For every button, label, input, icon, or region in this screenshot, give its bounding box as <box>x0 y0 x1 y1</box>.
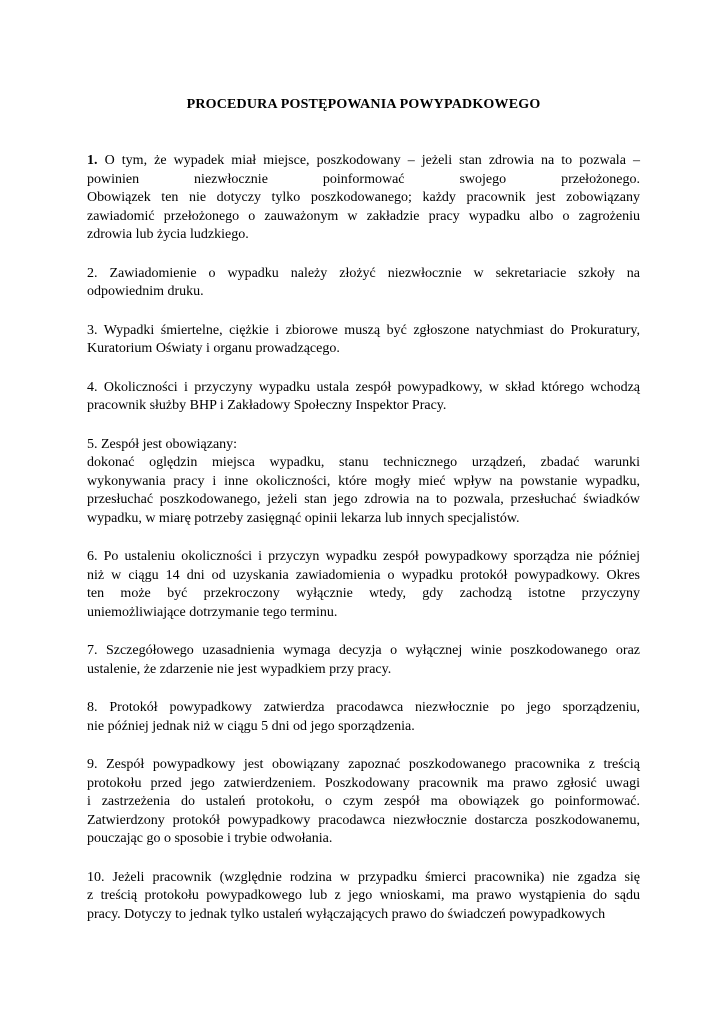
paragraph-9 <box>87 756 640 849</box>
paragraph-number: 4. <box>87 379 98 395</box>
paragraph-text: przesłuchać poszkodowanego, jeżeli stan jego zdrowia na to pozwala, przesłuchać świadków <box>87 492 640 507</box>
paragraph-5 <box>87 436 640 529</box>
paragraph-line <box>87 171 640 190</box>
paragraph-7 <box>87 642 640 679</box>
paragraph-text: nie później jednak niż w ciągu 5 dni od jego sporządzenia. <box>87 718 415 734</box>
paragraph-text: Po ustaleniu okoliczności i przyczyn wypadku zespół powypadkowy sporządza nie później <box>103 549 641 564</box>
paragraph-8 <box>87 699 640 736</box>
paragraph-text: z treścią protokołu powypadkowego lub z jego wnioskami, ma prawo wystąpienia do sądu <box>87 888 640 903</box>
paragraph-number: 6. <box>87 549 98 564</box>
paragraph-text: protokołu przed jego zatwierdzeniem. Poszkodowany pracownik ma prawo zgłosić uwagi <box>87 775 640 791</box>
paragraph-line <box>87 397 640 416</box>
paragraph-text: i zastrzeżenia do ustaleń protokołu, o czym zespół ma obowiązek go poinformować. <box>87 794 640 809</box>
paragraph-text: zawiadomić przełożonego o zauważonym w zakładzie pracy wypadku albo o zagrożeniu <box>87 208 640 224</box>
paragraph-number: 3. <box>87 322 98 338</box>
paragraph-text: ten może być przekroczony wyłącznie wtedy, gdy zachodzą istotne przyczyny <box>87 586 640 601</box>
paragraph-number: 10. <box>87 869 105 885</box>
paragraph-number: 1. <box>87 153 98 168</box>
paragraph-line <box>87 775 640 794</box>
paragraph-line <box>87 226 640 245</box>
paragraph-line <box>87 661 640 680</box>
paragraph-line <box>87 152 640 171</box>
paragraph-text: Wypadki śmiertelne, ciężkie i zbiorowe muszą być zgłoszone natychmiast do Prokuratury, <box>103 322 640 338</box>
paragraph-2 <box>87 265 640 302</box>
paragraph-text: Zespół jest obowiązany: <box>101 436 238 452</box>
paragraph-list <box>87 152 640 924</box>
paragraph-line <box>87 906 640 925</box>
paragraph-number: 7. <box>87 643 98 658</box>
paragraph-6 <box>87 548 640 622</box>
paragraph-line <box>87 436 640 455</box>
paragraph-text: Protokół powypadkowy zatwierdza pracodawca niezwłocznie po jego sporządzeniu, <box>109 700 641 715</box>
paragraph-line <box>87 189 640 208</box>
paragraph-line <box>87 718 640 737</box>
paragraph-3 <box>87 322 640 359</box>
paragraph-line <box>87 491 640 510</box>
paragraph-line <box>87 208 640 227</box>
paragraph-text: Kuratorium Oświaty i organu prowadzącego. <box>87 341 340 356</box>
paragraph-text: wykonywania pracy i inne okoliczności, które mogły mieć wpływ na powstanie wypadku, <box>87 473 640 489</box>
paragraph-text: Szczegółowego uzasadnienia wymaga decyzja o wyłącznej winie poszkodowanego oraz <box>105 643 641 658</box>
paragraph-number: 5. <box>87 436 98 452</box>
paragraph-text: Jeżeli pracownik (względnie rodzina w przypadku śmierci pracownika) nie zgadza się <box>112 869 641 885</box>
paragraph-text: niż w ciągu 14 dni od uzyskania zawiadomienia o wypadku protokół powypadkowy. Okres <box>87 567 640 583</box>
paragraph-text: O tym, że wypadek miał miejsce, poszkodowany – jeżeli stan zdrowia na to pozwala – <box>104 153 640 168</box>
paragraph-line <box>87 604 640 623</box>
paragraph-text: Zawiadomienie o wypadku należy złożyć niezwłocznie w sekretariacie szkoły na <box>109 265 641 281</box>
paragraph-line <box>87 340 640 359</box>
paragraph-line <box>87 283 640 302</box>
paragraph-line <box>87 642 640 661</box>
paragraph-text: pouczając go o sposobie i trybie odwołania. <box>87 831 333 846</box>
paragraph-text: pracy. Dotyczy to jednak tylko ustaleń wyłączających prawo do świadczeń powypadkowych <box>87 906 606 922</box>
paragraph-1 <box>87 152 640 245</box>
paragraph-number: 2. <box>87 265 98 281</box>
paragraph-number: 8. <box>87 700 98 715</box>
paragraph-text: Zatwierdzony protokół powypadkowy pracodawca niezwłocznie dostarcza poszkodowanemu, <box>87 812 640 828</box>
paragraph-line <box>87 473 640 492</box>
paragraph-line <box>87 548 640 567</box>
paragraph-line <box>87 265 640 284</box>
paragraph-text: Zespół powypadkowy jest obowiązany zapoznać poszkodowanego pracownika z treścią <box>106 757 640 772</box>
paragraph-line <box>87 793 640 812</box>
paragraph-text: Obowiązek ten nie dotyczy tylko poszkodowanego; każdy pracownik jest zobowiązany <box>87 190 640 205</box>
paragraph-text: ustalenie, że zdarzenie nie jest wypadkiem przy pracy. <box>87 661 392 677</box>
paragraph-line <box>87 510 640 529</box>
paragraph-line <box>87 322 640 341</box>
document-title: PROCEDURA POSTĘPOWANIA POWYPADKOWEGO <box>186 97 541 112</box>
paragraph-text: wypadku, w miarę potrzeby zasięgnąć opinii lekarza lub innych specjalistów. <box>87 510 520 526</box>
paragraph-line <box>87 830 640 849</box>
paragraph-text: Okoliczności i przyczyny wypadku ustala zespół powypadkowy, w skład którego wchodzą <box>103 379 641 395</box>
paragraph-line <box>87 756 640 775</box>
paragraph-10 <box>87 869 640 925</box>
paragraph-line <box>87 454 640 473</box>
paragraph-line <box>87 869 640 888</box>
paragraph-text: powinien niezwłocznie poinformować swojego przełożonego. <box>87 171 640 187</box>
paragraph-text: odpowiednim druku. <box>87 284 204 299</box>
paragraph-line <box>87 699 640 718</box>
paragraph-line <box>87 567 640 586</box>
paragraph-line <box>87 812 640 831</box>
paragraph-4 <box>87 379 640 416</box>
paragraph-line <box>87 887 640 906</box>
paragraph-text: dokonać oględzin miejsca wypadku, stanu technicznego urządzeń, zbadać warunki <box>87 455 640 470</box>
paragraph-text: pracownik służby BHP i Zakładowy Społeczny Inspektor Pracy. <box>87 398 447 413</box>
paragraph-line <box>87 585 640 604</box>
paragraph-line <box>87 379 640 398</box>
paragraph-text: uniemożliwiające dotrzymanie tego terminu. <box>87 604 338 620</box>
document-page <box>87 96 640 944</box>
paragraph-number: 9. <box>87 757 98 772</box>
paragraph-text: zdrowia lub życia ludzkiego. <box>87 227 249 242</box>
